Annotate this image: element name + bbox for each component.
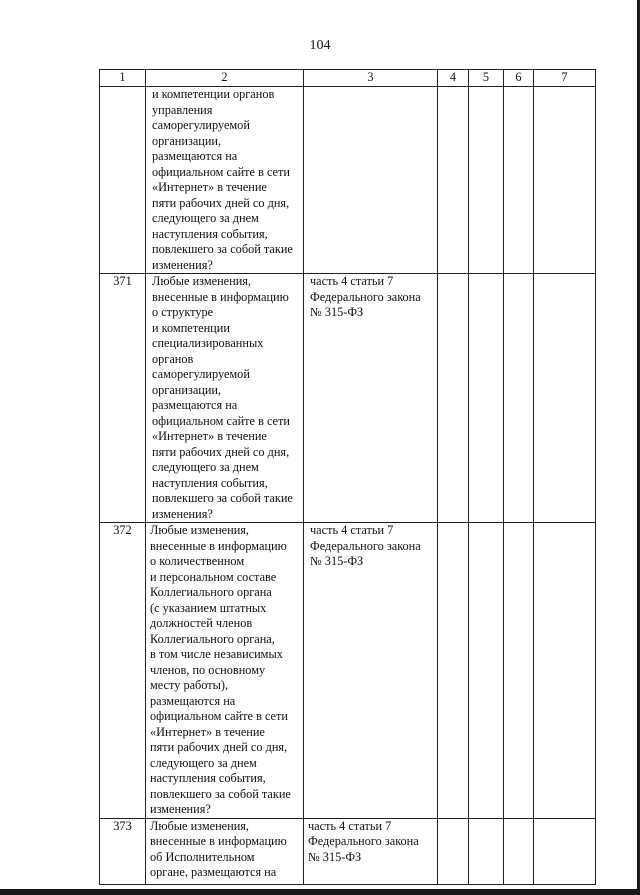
answer-cell-yes — [438, 523, 469, 819]
row-number — [100, 87, 146, 274]
inspection-checklist-table — [99, 69, 596, 885]
note-cell — [534, 274, 596, 523]
column-header: 2 — [146, 70, 304, 87]
table-row — [100, 818, 596, 884]
question-text: Любые изменения, внесенные в информацию о структуре и компетенции специализированных органов саморегулируемой организации, размещаются на официальном сайте в сети «Интернет» в течение пяти рабочих дней со дня, следующего за днем наступления события, повлекшего за собой такие изменения? — [146, 274, 304, 523]
answer-cell-no — [469, 87, 504, 274]
answer-cell-na — [504, 818, 534, 884]
table-row — [100, 87, 596, 274]
column-header: 6 — [504, 70, 534, 87]
table-row — [100, 274, 596, 523]
answer-cell-no — [469, 523, 504, 819]
question-text: Любые изменения, внесенные в информацию о количественном и персональном составе Коллегиального органа (с указанием штатных должностей членов Коллегиального органа, в том числе независимых членов, по основному месту работы), размещаются на официальном сайте в сети «Интернет» в течение пяти рабочих дней со дня, следующего за днем наступления события, повлекшего за собой такие изменения? — [146, 523, 304, 819]
question-text: и компетенции органов управления саморегулируемой организации, размещаются на официальном сайте в сети «Интернет» в течение пяти рабочих дней со дня, следующего за днем наступления события, повлекшего за собой такие изменения? — [146, 87, 304, 274]
answer-cell-no — [469, 818, 504, 884]
note-cell — [534, 818, 596, 884]
column-header: 7 — [534, 70, 596, 87]
legal-reference: часть 4 статьи 7 Федерального закона № 315-ФЗ — [304, 274, 438, 523]
note-cell — [534, 523, 596, 819]
question-text: Любые изменения, внесенные в информацию об Исполнительном органе, размещаются на — [146, 818, 304, 884]
answer-cell-na — [504, 523, 534, 819]
table-header-row — [100, 70, 596, 87]
row-number: 373 — [100, 818, 146, 884]
column-header: 4 — [438, 70, 469, 87]
note-cell — [534, 87, 596, 274]
answer-cell-yes — [438, 818, 469, 884]
legal-reference: часть 4 статьи 7 Федерального закона № 315-ФЗ — [304, 818, 438, 884]
table-row — [100, 523, 596, 819]
page-number: 104 — [309, 38, 331, 53]
legal-reference: часть 4 статьи 7 Федерального закона № 315-ФЗ — [304, 523, 438, 819]
answer-cell-yes — [438, 87, 469, 274]
answer-cell-na — [504, 274, 534, 523]
row-number: 371 — [100, 274, 146, 523]
row-number: 372 — [100, 523, 146, 819]
legal-reference — [304, 87, 438, 274]
column-header: 1 — [100, 70, 146, 87]
column-header: 3 — [304, 70, 438, 87]
column-header: 5 — [469, 70, 504, 87]
scan-edge-bottom — [0, 889, 640, 895]
answer-cell-no — [469, 274, 504, 523]
answer-cell-yes — [438, 274, 469, 523]
answer-cell-na — [504, 87, 534, 274]
